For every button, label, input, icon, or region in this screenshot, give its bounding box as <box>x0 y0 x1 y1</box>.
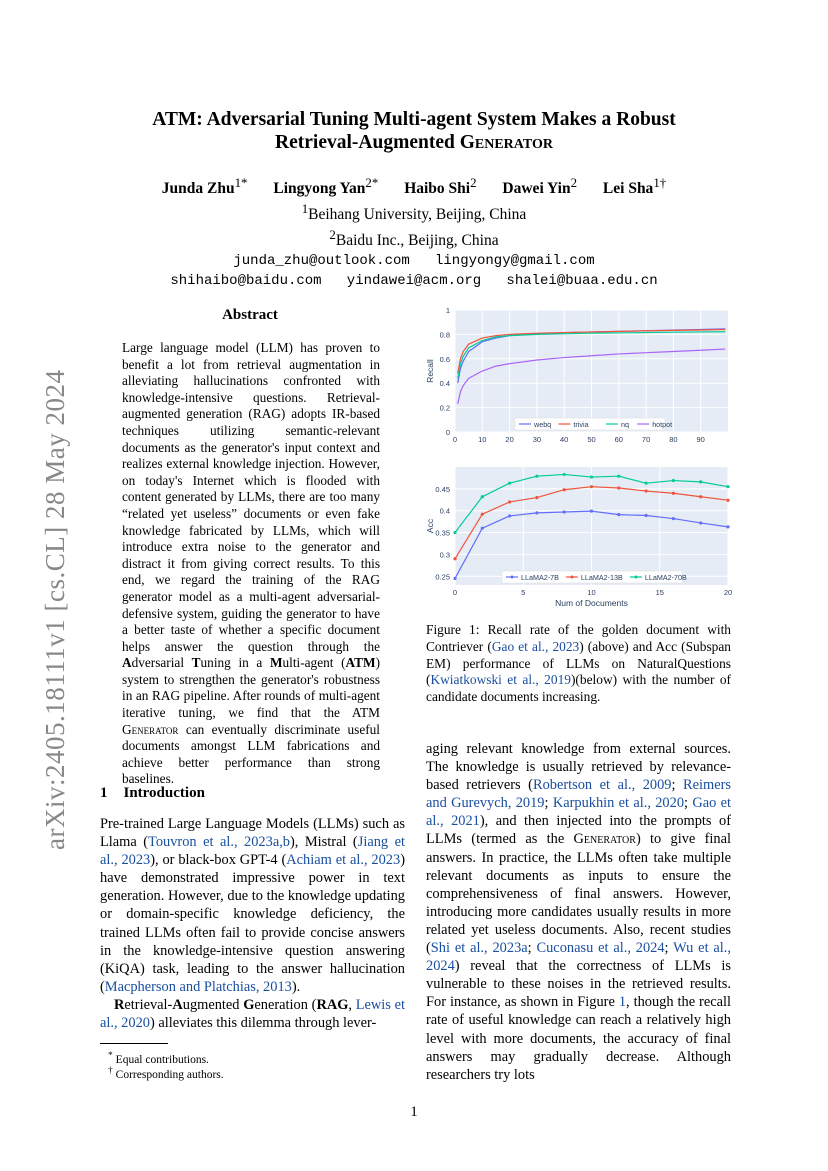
footnote-text: Equal contributions. <box>115 1053 209 1066</box>
title-line-1: ATM: Adversarial Tuning Multi-agent System Makes a Robust <box>152 109 676 130</box>
citation-link[interactable]: Wu et al., 2024 <box>426 940 731 975</box>
intro-bold: RAG <box>316 996 349 1013</box>
title-generator: Generator <box>459 132 553 153</box>
intro-text: ). <box>291 978 301 995</box>
footnote-text: Corresponding authors. <box>115 1068 224 1081</box>
footnote-mark: * <box>108 1050 113 1061</box>
intro-text: ), or black-box GPT-4 ( <box>150 852 287 869</box>
author-block <box>100 173 728 291</box>
footnote-rule <box>100 1043 168 1044</box>
caption-text: )(below) with the number of candidate documents increasing. <box>426 672 731 705</box>
title-line-2-text: Retrieval-Augmented <box>275 132 460 153</box>
body-text: ) to give final answers. In practice, the LLMs often take multiple relevant documents as inputs to ensure the comprehensiveness of final answers. However, introducing more candidates usually results in more related yet useless documents. Also, recent studies ( <box>426 831 731 957</box>
data-point <box>453 531 456 534</box>
data-point <box>508 500 511 503</box>
citation-link[interactable]: Macpherson and Platchias, 2013 <box>104 978 292 995</box>
citation-link[interactable]: Kwiatkowski et al., 2019 <box>430 672 571 688</box>
abstract-bold: M <box>269 655 283 671</box>
section-title: Introduction <box>123 785 205 801</box>
citation-link[interactable]: Reimers and Gurevych, 2019 <box>426 777 731 812</box>
author <box>602 175 667 198</box>
legend-marker <box>634 576 637 579</box>
y-axis-label: Recall <box>425 359 435 383</box>
caption-text: ) (above) and Acc (Subspan EM) performance of LLMs on NaturalQuestions ( <box>426 638 731 688</box>
accuracy-chart <box>420 462 735 612</box>
legend-marker <box>511 576 514 579</box>
x-tick-label: 15 <box>655 588 664 597</box>
citation-link[interactable]: Gao et al., 2023 <box>491 638 580 654</box>
x-tick-label: 0 <box>452 435 458 444</box>
caption-text: Figure 1: Recall rate of the golden document with Contriever ( <box>426 622 731 654</box>
intro-text: ) have demonstrated impressive power in text generation. However, due to the knowledge updating or domain-specific knowledge deficiency, the trained LLMs often fail to provide concise answers in the knowledge-intensive question answering (KiQA) task, leading to the answer hallucination ( <box>100 852 405 995</box>
data-point <box>563 488 566 491</box>
email-line: shihaibo@baidu.com yindawei@acm.org shalei@buaa.edu.cn <box>170 273 658 290</box>
y-tick-label: 0 <box>445 428 450 437</box>
abstract-text: Large language model (LLM) has proven to benefit a lot from retrieval augmentation in alleviating hallucinations confronted with knowledge-intensive questions. Retrieval-augmented generation (RAG) adopts IR-based techniques utilizing semantic-relevant documents as the generator's input context and realizes external knowledge injection. However, on today's Internet which is flooded with content generated by LLMs, there are too many “related yet useless” documents or even fake knowledge fabricated by LLMs, which will introduce extra noise to the generator and distract it from giving correct results. To this end, we regard the training of the RAG generator model as a multi-agent adversarial-defensive system, guiding the generator to have a better taste of whether a specific document helps answer the question through the <box>122 340 380 654</box>
data-point <box>590 510 593 513</box>
intro-bold: G <box>243 996 255 1013</box>
x-tick-label: 70 <box>641 435 651 444</box>
body-text: ; <box>527 940 537 957</box>
abstract-text: ) system to strengthen the generator's robustness in an RAG pipeline. After rounds of multi-agent iterative tuning, we find that the ATM <box>122 655 380 721</box>
x-axis-label: Num of Documents <box>555 598 628 608</box>
author <box>502 175 578 198</box>
x-tick-label: 30 <box>532 435 542 444</box>
recall-chart <box>420 300 735 460</box>
data-point <box>672 479 675 482</box>
affiliation <box>100 225 728 251</box>
data-point <box>535 511 538 514</box>
author-sup: 2* <box>365 175 379 190</box>
intro-text: Pre-trained Large Language Models (LLMs) such as Llama ( <box>100 816 405 851</box>
x-tick-label: 10 <box>478 435 487 444</box>
abstract-text: can eventually discriminate useful documents amongst LLM fabrications and achieve better performance than strong baselines. <box>122 721 380 787</box>
y-tick-label: 0.35 <box>435 528 450 538</box>
x-tick-label: 80 <box>669 435 678 444</box>
y-axis-label: Acc <box>425 518 435 534</box>
abstract-text: ulti-agent ( <box>282 655 346 671</box>
x-tick-label: 20 <box>723 588 733 597</box>
data-point <box>508 514 511 517</box>
x-tick-label: 20 <box>505 435 514 444</box>
right-column-body <box>426 740 731 1084</box>
data-point <box>617 475 620 478</box>
affiliation-sup: 2 <box>329 227 336 243</box>
body-text: ; <box>684 795 693 812</box>
data-point <box>645 489 648 492</box>
data-point <box>699 480 702 483</box>
data-point <box>645 482 648 485</box>
introduction-body <box>100 815 405 1032</box>
footnote-mark: † <box>108 1065 113 1076</box>
legend-label: LLaMA2-7B <box>521 573 559 582</box>
legend-label: hotpot <box>652 420 673 429</box>
citation-link[interactable]: Achiam et al., 2023 <box>286 852 401 869</box>
data-point <box>481 495 484 498</box>
affiliation-sup: 1 <box>301 201 309 217</box>
data-point <box>453 557 456 560</box>
x-tick-label: 60 <box>614 435 623 444</box>
body-generator: Generator <box>573 831 636 848</box>
x-tick-label: 10 <box>587 588 596 597</box>
y-tick-label: 1 <box>445 306 450 315</box>
data-point <box>481 513 484 516</box>
author-names <box>100 173 728 199</box>
abstract-bold: T <box>191 655 201 671</box>
body-text: ; <box>671 777 684 794</box>
paper-title <box>100 108 728 154</box>
x-tick-label: 50 <box>587 435 596 444</box>
y-tick-label: 0.2 <box>439 403 450 413</box>
intro-text: ugmented <box>182 996 244 1013</box>
body-text: aging relevant knowledge from external sources. The knowledge is usually retrieved by relevance-based retrievers ( <box>426 741 731 794</box>
citation-link[interactable]: Lewis et al., 2020 <box>100 996 405 1032</box>
data-point <box>699 495 702 498</box>
author-sup: 1† <box>653 175 667 190</box>
body-text: ), and then injected into the prompts of LLMs (termed as the <box>426 813 731 848</box>
footnote <box>108 1064 224 1082</box>
data-point <box>672 492 675 495</box>
author-name: Lei Sha <box>602 180 654 198</box>
data-point <box>481 527 484 530</box>
paragraph <box>100 815 405 996</box>
legend-label: LLaMA2-13B <box>580 573 623 582</box>
legend-label: LLaMA2-70B <box>644 573 687 582</box>
intro-bold: A <box>172 996 183 1013</box>
legend-label: nq <box>621 420 629 429</box>
citation-link[interactable]: Jiang et al., 2023 <box>100 834 405 869</box>
intro-text: ), Mistral ( <box>290 834 358 851</box>
x-tick-label: 40 <box>560 435 569 444</box>
body-text: , though the recall rate of useful knowledge can reach a relatively high level with more documents, the accuracy of final answers may gradually decrease. Although researchers try lots <box>426 994 731 1083</box>
citation-link[interactable]: Shi et al., 2023a <box>430 940 528 957</box>
author-name: Dawei Yin <box>502 180 571 198</box>
x-tick-label: 0 <box>452 588 458 597</box>
author <box>273 175 379 198</box>
author <box>161 175 248 198</box>
arxiv-stamp-text: arXiv:2405.18111v1 [cs.CL] 28 May 2024 <box>40 369 70 850</box>
email-line: junda_zhu@outlook.com lingyongy@gmail.com <box>233 253 595 270</box>
data-point <box>726 499 729 502</box>
data-point <box>453 577 456 580</box>
y-tick-label: 0.25 <box>435 572 450 582</box>
data-point <box>535 496 538 499</box>
author <box>404 175 477 198</box>
abstract-bold: ATM <box>345 655 376 671</box>
figure-caption <box>426 622 731 706</box>
data-point <box>726 525 729 528</box>
data-point <box>672 517 675 520</box>
x-tick-label: 90 <box>696 435 705 444</box>
figure-link[interactable]: 1 <box>618 994 627 1011</box>
y-tick-label: 0.3 <box>439 550 450 560</box>
y-tick-label: 0.45 <box>435 484 450 494</box>
paragraph <box>100 996 405 1032</box>
citation-link[interactable]: Karpukhin et al., 2020 <box>552 795 685 812</box>
author-name: Lingyong Yan <box>273 180 366 198</box>
y-tick-label: 0.4 <box>439 506 450 516</box>
author-name: Junda Zhu <box>161 180 235 198</box>
affiliation-text: Beihang University, Beijing, China <box>308 206 527 224</box>
author-name: Haibo Shi <box>404 180 471 198</box>
data-point <box>726 485 729 488</box>
data-point <box>699 521 702 524</box>
data-point <box>563 510 566 513</box>
y-tick-label: 0.6 <box>439 354 450 364</box>
intro-text: etrieval- <box>124 996 173 1013</box>
data-point <box>563 473 566 476</box>
abstract-text: uning in a <box>200 655 270 671</box>
data-point <box>617 513 620 516</box>
legend-label: trivia <box>573 420 589 429</box>
y-tick-label: 0.8 <box>439 330 450 340</box>
x-tick-label: 5 <box>521 588 526 597</box>
abstract-heading: Abstract <box>222 307 278 323</box>
author-sup: 2 <box>470 175 477 190</box>
arxiv-stamp <box>12 300 70 860</box>
body-text: ; <box>664 940 674 957</box>
abstract-text: dversarial <box>131 655 192 671</box>
intro-text: ) alleviates this dilemma through lever- <box>149 1015 377 1032</box>
abstract-body <box>122 340 380 788</box>
body-text: ; <box>544 795 553 812</box>
legend-label: webq <box>534 420 552 429</box>
y-tick-label: 0.4 <box>439 379 450 389</box>
legend-marker <box>570 576 573 579</box>
data-point <box>535 475 538 478</box>
author-sup: 1* <box>234 175 248 190</box>
data-point <box>590 475 593 478</box>
data-point <box>617 486 620 489</box>
title-line-2 <box>100 131 728 154</box>
page-number: 1 <box>410 1104 418 1120</box>
affiliation-text: Baidu Inc., Beijing, China <box>335 232 499 250</box>
body-text: ) reveal that the correctness of LLMs is vulnerable to these noises in the retrieved results. For instance, as shown in Figure <box>426 958 731 1011</box>
intro-text: , <box>348 996 356 1013</box>
data-point <box>590 485 593 488</box>
citation-link[interactable]: Gao et al., 2021 <box>426 795 731 830</box>
citation-link[interactable]: Touvron et al., 2023a,b <box>148 834 290 851</box>
citation-link[interactable]: Robertson et al., 2009 <box>532 777 672 794</box>
data-point <box>645 514 648 517</box>
intro-text: eneration ( <box>254 996 317 1013</box>
abstract-generator: Generator <box>122 721 179 737</box>
section-heading-introduction <box>100 785 221 802</box>
author-sup: 2 <box>570 175 578 190</box>
intro-bold: R <box>114 996 125 1013</box>
abstract-bold: A <box>122 655 132 671</box>
citation-link[interactable]: Cuconasu et al., 2024 <box>536 940 665 957</box>
affiliation <box>100 199 728 225</box>
data-point <box>508 482 511 485</box>
section-number: 1 <box>100 785 108 801</box>
